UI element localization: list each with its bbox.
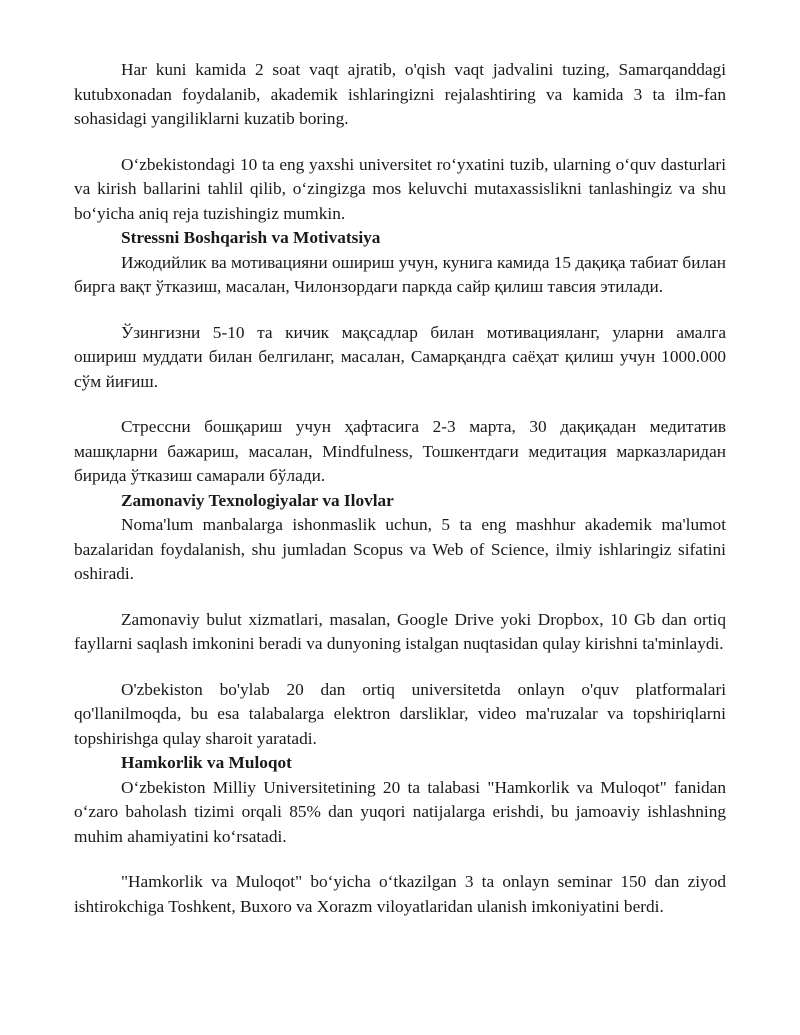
paragraph-cloud-services: Zamonaviy bulut xizmatlari, masalan, Google Drive yoki Dropbox, 10 Gb dan ortiq fayllarni saqlash imkonini beradi va dunyoning istalgan nuqtasidan qulay kirishni ta'minlaydi. [74,609,726,653]
document-page [74,58,726,919]
heading-modern-technologies: Zamonaviy Texnologiyalar va Ilovlar [121,490,394,510]
paragraph-meditation: Стрессни бошқариш учун ҳафтасига 2-3 марта, 30 дақиқадан медитатив машқларни бажариш, масалан, Mindfulness, Тошкентдаги медитация марказларидан бирида ўтказиш самарали бўлади. [74,417,726,485]
paragraph-study-schedule: Har kuni kamida 2 soat vaqt ajratib, o'qish vaqt jadvalini tuzing, Samarqanddagi kutubxonadan foydalanib, akademik ishlaringizni rejalashtiring va kamida 3 ta ilm-fan sohasidagi yangiliklarni kuzatib boring. [74,60,726,128]
paragraph-nature-time: Ижодийлик ва мотивацияни ошириш учун, кунига камида 15 дақиқа табиат билан бирга вақт ўтказиш, масалан, Чилонзордаги паркда сайр қилиш тавсия этилади. [74,252,726,296]
paragraph-university-list: O‘zbekistondagi 10 ta eng yaxshi universitet ro‘yxatini tuzib, ularning o‘quv dasturlari va kirish ballarini tahlil qilib, o‘zingizga mos keluvchi mutaxassislikni tanlashingiz va shu bo‘yicha aniq reja tuzishingiz mumkin. [74,154,726,223]
paragraph-online-platforms: O'zbekiston bo'ylab 20 dan ortiq universitetda onlayn o'quv platformalari qo'llanilmoqda, bu esa talabalarga elektron darsliklar, video ma'ruzalar va topshiriqlarni topshirishga qulay sharoit yaratadi. [74,679,726,748]
heading-collaboration: Hamkorlik va Muloqot [121,753,292,772]
paragraph-online-seminars: "Hamkorlik va Muloqot" bo‘yicha o‘tkazilgan 3 ta onlayn seminar 150 dan ziyod ishtirokchiga Toshkent, Buxoro va Xorazm viloyatlaridan ulanish imkoniyatini berdi. [74,872,726,916]
paragraph-small-goals: Ўзингизни 5-10 та кичик мақсадлар билан мотивацияланг, уларни амалга ошириш муддати билан белгиланг, масалан, Самарқандга саёҳат қилиш учун 1000.000 сўм йиғиш. [74,322,726,391]
paragraph-academic-databases: Noma'lum manbalarga ishonmaslik uchun, 5 ta eng mashhur akademik ma'lumot bazalaridan foydalanish, shu jumladan Scopus va Web of Science, ilmiy ishlaringiz sifatini oshiradi. [74,515,726,583]
paragraph-peer-assessment: O‘zbekiston Milliy Universitetining 20 ta talabasi "Hamkorlik va Muloqot" fanidan o‘zaro baholash tizimi orqali 85% dan yuqori natijalarga erishdi, bu jamoaviy ishlashning muhim ahamiyatini ko‘rsatadi. [74,777,726,846]
heading-stress-motivation: Stressni Boshqarish va Motivatsiya [121,228,381,247]
